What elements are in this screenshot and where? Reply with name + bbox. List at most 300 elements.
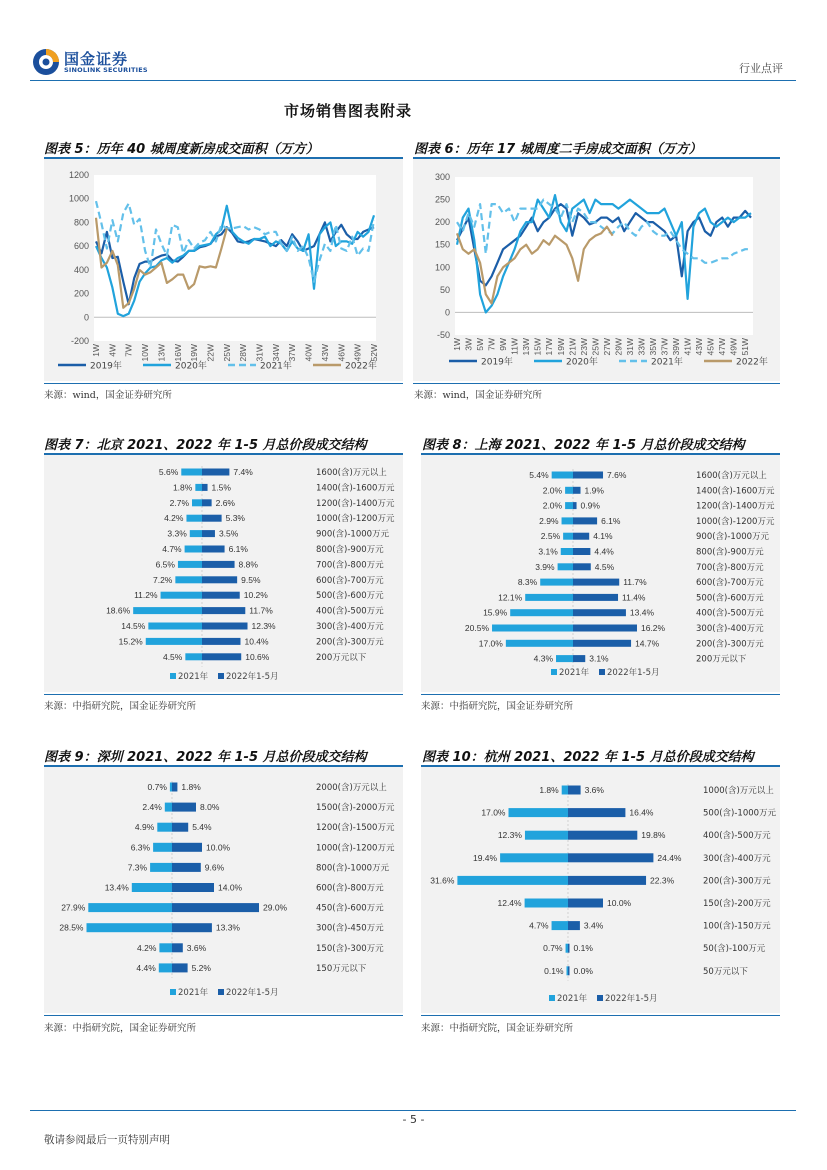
figure-10-source: 来源：中指研究院，国金证券研究所 (421, 1023, 574, 1034)
footer-divider (30, 1110, 796, 1111)
data-label-2022: 10.2% (243, 590, 268, 601)
data-label-2022: 2.6% (215, 497, 235, 508)
bar-2022 (202, 623, 248, 630)
legend-label: 2022年 (736, 357, 768, 368)
y-tick-label: 300 (434, 172, 450, 182)
bar-2021 (178, 561, 202, 568)
bar-2021 (185, 653, 202, 660)
bar-2021 (565, 487, 573, 494)
figure-8-title: 图表 8：上海 2021、2022 年 1-5 月总价段成交结构 (422, 438, 745, 453)
bar-2022 (172, 883, 214, 892)
data-label-2021: 11.2% (134, 590, 158, 601)
bar-2022 (202, 499, 212, 506)
category-label: 300(含)-400万元 (316, 622, 384, 632)
category-label: 1000(含)-1200万元 (316, 514, 395, 525)
data-label-2022: 0.1% (573, 943, 593, 954)
bar-2022 (573, 655, 585, 662)
bar-2021 (170, 783, 172, 792)
bar-2022 (202, 638, 240, 645)
data-label-2022: 22.3% (650, 875, 675, 886)
y-tick-label: 800 (73, 217, 89, 228)
bar-2022 (172, 803, 196, 812)
data-label-2022: 3.5% (218, 528, 239, 539)
category-label: 700(含)-800万元 (316, 560, 384, 571)
data-label-2022: 9.5% (241, 574, 261, 585)
bar-2022 (568, 853, 653, 862)
figure-6-title: 图表 6：历年 17 城周度二手房成交面积（万方） (414, 142, 702, 157)
data-label-2022: 14.0% (218, 882, 243, 893)
data-label-2021: 4.9% (134, 822, 155, 833)
bar-2022 (202, 515, 222, 522)
category-label: 200万元以下 (316, 652, 367, 663)
data-label-2022: 10.0% (607, 898, 632, 908)
bar-2021 (186, 515, 202, 522)
x-tick-label: 33W (636, 338, 647, 356)
bar-2022 (568, 808, 625, 817)
figure-9-chart-panel (44, 767, 403, 1013)
data-label-2021: 1.8% (539, 785, 559, 795)
bar-2021 (567, 966, 569, 975)
figure-7-bar-chart (44, 455, 403, 692)
data-label-2021: 13.4% (104, 882, 129, 893)
category-label: 1400(含)-1600万元 (316, 483, 395, 494)
legend-swatch (597, 995, 603, 1001)
category-label: 1000(含)万元以上 (703, 786, 774, 796)
x-tick-label: 1W (452, 338, 462, 351)
figure-5-source: 来源：wind，国金证券研究所 (44, 390, 172, 401)
x-tick-label: 21W (567, 338, 578, 356)
data-label-2021: 7.3% (127, 862, 148, 873)
data-label-2021: 1.8% (172, 482, 193, 493)
data-label-2022: 8.8% (238, 559, 258, 570)
bar-2021 (566, 944, 568, 953)
y-tick-label: 150 (434, 239, 450, 250)
data-label-2021: 14.5% (121, 621, 146, 631)
x-tick-label: 47W (717, 338, 728, 356)
category-label: 300(含)-400万元 (696, 624, 764, 634)
category-label: 150(含)-200万元 (703, 899, 771, 909)
x-tick-label: 43W (694, 338, 705, 356)
y-tick-label: 1200 (68, 170, 89, 180)
category-label: 500(含)-600万元 (696, 593, 764, 604)
x-tick-label: 51W (740, 338, 751, 356)
legend-label: 2019年 (481, 357, 513, 368)
y-tick-label: 0 (83, 312, 89, 323)
bar-2022 (202, 469, 229, 476)
y-tick-label: -200 (70, 336, 89, 346)
logo-english-name: SINOLINK SECURITIES (64, 66, 148, 74)
bar-2022 (568, 944, 570, 953)
category-label: 1500(含)-2000万元 (316, 803, 395, 814)
data-label-2022: 8.0% (200, 802, 220, 813)
y-tick-label: 200 (73, 288, 89, 299)
legend-label: 2019年 (90, 361, 122, 372)
x-tick-label: 49W (352, 344, 363, 362)
data-label-2022: 16.4% (629, 807, 654, 818)
document-type-label: 行业点评 (739, 62, 783, 75)
bar-2022 (172, 783, 177, 792)
category-label: 400(含)-500万元 (703, 831, 771, 842)
category-label: 600(含)-700万元 (696, 578, 764, 589)
x-tick-label: 7W (123, 344, 134, 357)
category-label: 1600(含)万元以上 (316, 468, 387, 478)
x-tick-label: 49W (728, 338, 739, 356)
data-label-2022: 7.4% (233, 467, 253, 477)
x-tick-label: 19W (555, 338, 566, 356)
bar-2022 (573, 579, 619, 586)
bar-2021 (558, 563, 573, 570)
bar-2021 (175, 576, 202, 583)
bar-2021 (88, 903, 172, 912)
data-label-2021: 8.3% (517, 577, 538, 588)
data-label-2021: 20.5% (464, 623, 490, 633)
data-label-2021: 4.2% (137, 942, 157, 953)
legend-label: 2021年 (557, 994, 588, 1004)
data-label-2022: 29.0% (263, 902, 288, 913)
category-label: 1000(含)-1200万元 (316, 843, 395, 854)
category-label: 1400(含)-1600万元 (696, 486, 775, 497)
x-tick-label: 1W (91, 344, 101, 357)
page-number: - 5 - (402, 1113, 425, 1126)
y-tick-label: 0 (444, 307, 450, 318)
x-tick-label: 29W (613, 338, 624, 356)
figure-7-chart-panel (44, 455, 403, 692)
category-label: 300(含)-450万元 (316, 923, 384, 934)
data-label-2022: 0.9% (580, 500, 600, 511)
data-label-2022: 6.1% (601, 515, 621, 526)
data-label-2021: 2.7% (169, 497, 190, 508)
figure-6-source: 来源：wind，国金证券研究所 (414, 390, 542, 401)
x-tick-label: 39W (671, 338, 682, 356)
data-label-2022: 5.4% (192, 822, 212, 833)
category-label: 800(含)-900万元 (696, 547, 764, 558)
legend-swatch (599, 669, 605, 675)
figure-9-bar-chart (44, 767, 403, 1013)
bar-2022 (573, 502, 577, 509)
bar-2022 (573, 533, 589, 540)
category-label: 700(含)-800万元 (696, 562, 764, 573)
x-tick-label: 19W (189, 344, 200, 362)
bar-2021 (525, 899, 568, 908)
figure-8-bar-chart (421, 455, 780, 692)
bar-2021 (552, 921, 568, 930)
bar-2022 (573, 594, 618, 601)
category-label: 500(含)-600万元 (316, 591, 384, 602)
bar-2021 (509, 808, 569, 817)
plot-area (94, 175, 376, 341)
legend-label: 2022年1-5月 (607, 668, 660, 678)
figure-5-line-chart (44, 159, 403, 381)
data-label-2021: 0.1% (544, 965, 564, 976)
bar-2022 (573, 487, 581, 494)
x-tick-label: 23W (578, 338, 589, 356)
data-label-2022: 10.0% (206, 842, 231, 853)
category-label: 600(含)-800万元 (316, 883, 384, 894)
figure-5-chart-panel (44, 159, 403, 381)
legend-swatch (170, 989, 176, 995)
bar-2021 (563, 533, 573, 540)
data-label-2022: 10.4% (244, 636, 269, 647)
legend-label: 2021年 (178, 988, 209, 998)
bar-2022 (172, 863, 201, 872)
category-label: 50(含)-100万元 (703, 944, 766, 955)
category-label: 200(含)-300万元 (316, 637, 384, 648)
legend-label: 2020年 (175, 361, 207, 372)
bar-2022 (172, 903, 259, 912)
legend-label: 2021年 (559, 668, 590, 678)
category-label: 1600(含)万元以上 (696, 471, 767, 481)
data-label-2021: 2.5% (540, 531, 561, 542)
bar-2021 (525, 831, 568, 840)
data-label-2022: 11.4% (622, 592, 646, 603)
x-tick-label: 16W (172, 344, 183, 362)
footer-disclaimer: 敬请参阅最后一页特别声明 (44, 1134, 170, 1146)
bar-2022 (568, 921, 580, 930)
data-label-2021: 6.5% (155, 559, 175, 570)
bar-2021 (506, 640, 573, 647)
x-tick-label: 43W (319, 344, 330, 362)
category-label: 900(含)-1000万元 (696, 532, 770, 543)
bar-2021 (159, 963, 172, 972)
data-label-2021: 4.7% (529, 920, 549, 931)
category-label: 800(含)-1000万元 (316, 863, 390, 874)
y-tick-label: 250 (434, 194, 450, 205)
bar-2022 (573, 563, 591, 570)
x-tick-label: 45W (705, 338, 716, 356)
bar-2021 (165, 803, 172, 812)
data-label-2021: 4.4% (136, 962, 156, 973)
category-label: 150(含)-300万元 (316, 943, 384, 954)
data-label-2021: 3.1% (538, 546, 558, 557)
figure-10-bar-chart (421, 767, 780, 1013)
y-tick-label: 200 (434, 217, 450, 228)
data-label-2022: 9.6% (204, 862, 225, 873)
bar-2022 (202, 546, 225, 553)
bar-2021 (181, 469, 202, 476)
bar-2021 (157, 823, 172, 832)
bar-2022 (172, 963, 188, 972)
data-label-2022: 14.7% (635, 638, 660, 649)
category-label: 1200(含)-1400万元 (316, 498, 395, 509)
figure-7-bottom-rule (44, 694, 403, 695)
legend-swatch (170, 673, 176, 679)
data-label-2021: 17.0% (481, 807, 506, 818)
y-tick-label: 1000 (68, 193, 89, 204)
category-label: 2000(含)万元以上 (316, 783, 387, 793)
data-label-2021: 19.4% (472, 852, 498, 863)
bar-2022 (202, 530, 215, 537)
figure-9-bottom-rule (44, 1015, 403, 1016)
legend-label: 2022年1-5月 (226, 988, 279, 998)
data-label-2021: 5.6% (158, 467, 179, 477)
x-tick-label: 3W (463, 338, 474, 351)
bar-2021 (556, 655, 573, 662)
data-label-2021: 4.2% (164, 513, 184, 524)
category-label: 450(含)-600万元 (316, 903, 384, 914)
data-label-2021: 4.7% (162, 544, 182, 554)
bar-2022 (202, 576, 237, 583)
x-tick-label: 13W (521, 338, 532, 356)
x-tick-label: 11W (509, 338, 520, 355)
sinolink-logo-icon (32, 48, 60, 76)
figure-7-source: 来源：中指研究院，国金证券研究所 (44, 701, 197, 712)
bar-2021 (561, 548, 573, 555)
category-label: 300(含)-400万元 (703, 853, 771, 864)
data-label-2021: 3.3% (167, 528, 187, 539)
bar-2022 (573, 640, 631, 647)
data-label-2022: 6.1% (228, 544, 248, 554)
x-tick-label: 52W (369, 344, 379, 362)
x-tick-label: 46W (336, 344, 347, 362)
x-tick-label: 10W (140, 344, 151, 362)
bar-2021 (552, 472, 573, 479)
data-label-2021: 12.1% (498, 592, 523, 603)
data-label-2022: 10.6% (245, 651, 270, 662)
bar-2022 (202, 561, 235, 568)
bar-2022 (568, 966, 570, 975)
figure-8-source: 来源：中指研究院，国金证券研究所 (421, 701, 574, 712)
bar-2021 (510, 609, 573, 616)
category-label: 1000(含)-1200万元 (696, 516, 775, 527)
data-label-2021: 2.0% (542, 500, 563, 511)
bar-2022 (573, 548, 590, 555)
bar-2022 (573, 609, 626, 616)
x-tick-label: 28W (238, 344, 249, 362)
legend-swatch (218, 673, 224, 679)
y-tick-label: 400 (73, 264, 89, 275)
figure-7-title: 图表 7：北京 2021、2022 年 1-5 月总价段成交结构 (44, 438, 367, 453)
bar-2021 (133, 607, 202, 614)
data-label-2021: 0.7% (147, 782, 167, 792)
data-label-2021: 4.5% (162, 651, 183, 662)
data-label-2021: 31.6% (430, 875, 455, 886)
bar-2021 (195, 484, 202, 491)
bar-2021 (525, 594, 573, 601)
y-tick-label: 600 (73, 241, 89, 252)
bar-2021 (185, 546, 202, 553)
category-label: 200万元以下 (696, 654, 747, 665)
data-label-2022: 24.4% (657, 852, 682, 863)
data-label-2021: 0.7% (543, 943, 563, 954)
bar-2022 (573, 625, 637, 632)
bar-2022 (568, 831, 637, 840)
data-label-2022: 3.6% (186, 942, 207, 953)
data-label-2021: 28.5% (59, 922, 84, 933)
x-tick-label: 5W (475, 338, 486, 351)
data-label-2022: 11.7% (249, 605, 273, 616)
x-tick-label: 35W (648, 338, 658, 356)
data-label-2022: 16.2% (640, 623, 666, 633)
category-label: 150万元以下 (316, 963, 367, 974)
data-label-2021: 12.4% (497, 898, 522, 908)
category-label: 1200(含)-1500万元 (316, 823, 395, 834)
data-label-2021: 15.2% (118, 636, 143, 647)
category-label: 100(含)-150万元 (703, 921, 771, 932)
category-label: 200(含)-300万元 (696, 639, 764, 650)
bar-2021 (87, 923, 173, 932)
x-tick-label: 9W (498, 338, 509, 351)
legend-label: 2022年1-5月 (605, 994, 658, 1004)
data-label-2021: 6.3% (130, 842, 151, 853)
data-label-2022: 3.6% (584, 785, 604, 795)
data-label-2022: 4.4% (594, 546, 614, 557)
bar-2021 (132, 883, 172, 892)
x-tick-label: 34W (270, 344, 281, 362)
category-label: 1200(含)-1400万元 (696, 501, 775, 512)
bar-2021 (562, 786, 568, 795)
section-title: 市场销售图表附录 (284, 102, 413, 120)
category-label: 400(含)-500万元 (316, 606, 384, 617)
figure-5-title: 图表 5：历年 40 城周度新房成交面积（万方） (44, 142, 319, 157)
x-tick-label: 25W (590, 338, 601, 356)
bar-2022 (573, 472, 603, 479)
data-label-2022: 7.6% (607, 470, 627, 480)
data-label-2022: 13.3% (215, 922, 241, 933)
figure-10-chart-panel (421, 767, 780, 1013)
figure-5-bottom-rule (44, 383, 403, 384)
data-label-2021: 4.3% (533, 653, 554, 664)
data-label-2022: 5.3% (225, 513, 245, 524)
category-label: 800(含)-900万元 (316, 545, 384, 555)
data-label-2022: 3.1% (589, 653, 609, 664)
bar-2021 (190, 530, 202, 537)
data-label-2021: 2.0% (542, 485, 563, 496)
data-label-2021: 2.4% (142, 802, 162, 813)
data-label-2021: 18.6% (106, 605, 131, 616)
bar-2022 (202, 592, 240, 599)
x-tick-label: 13W (156, 344, 167, 362)
x-tick-label: 31W (254, 344, 265, 362)
category-label: 600(含)-700万元 (316, 575, 384, 586)
category-label: 500(含)-1000万元 (703, 808, 777, 819)
legend-label: 2021年 (260, 361, 292, 372)
bar-2022 (202, 484, 208, 491)
category-label: 900(含)-1000万元 (316, 529, 390, 540)
y-tick-label: 50 (439, 284, 450, 295)
legend-label: 2022年1-5月 (226, 672, 279, 682)
legend-swatch (549, 995, 555, 1001)
y-tick-label: -50 (436, 330, 450, 340)
bar-2022 (568, 786, 581, 795)
data-label-2021: 3.9% (535, 561, 555, 572)
bar-2022 (172, 823, 188, 832)
figure-10-title: 图表 10：杭州 2021、2022 年 1-5 月总价段成交结构 (422, 750, 754, 765)
data-label-2021: 27.9% (61, 902, 86, 913)
figure-6-bottom-rule (413, 383, 780, 384)
legend-label: 2022年 (345, 361, 377, 372)
category-label: 50万元以下 (703, 966, 748, 977)
x-tick-label: 7W (486, 338, 497, 351)
x-tick-label: 37W (287, 344, 298, 362)
x-tick-label: 22W (205, 344, 216, 362)
data-label-2022: 1.8% (181, 782, 201, 792)
bar-2022 (568, 899, 603, 908)
bar-2022 (202, 653, 241, 660)
data-label-2022: 0.0% (573, 965, 593, 976)
data-label-2022: 4.1% (593, 531, 613, 542)
data-label-2022: 11.7% (623, 577, 647, 588)
data-label-2021: 12.3% (497, 830, 522, 841)
logo-chinese-name: 国金证券 (64, 50, 129, 68)
data-label-2021: 17.0% (478, 638, 503, 649)
bar-2021 (148, 623, 202, 630)
bar-2022 (573, 517, 597, 524)
data-label-2022: 4.5% (594, 561, 615, 572)
figure-8-chart-panel (421, 455, 780, 692)
category-label: 400(含)-500万元 (696, 608, 764, 619)
legend-label: 2021年 (178, 672, 209, 682)
bar-2021 (159, 943, 172, 952)
